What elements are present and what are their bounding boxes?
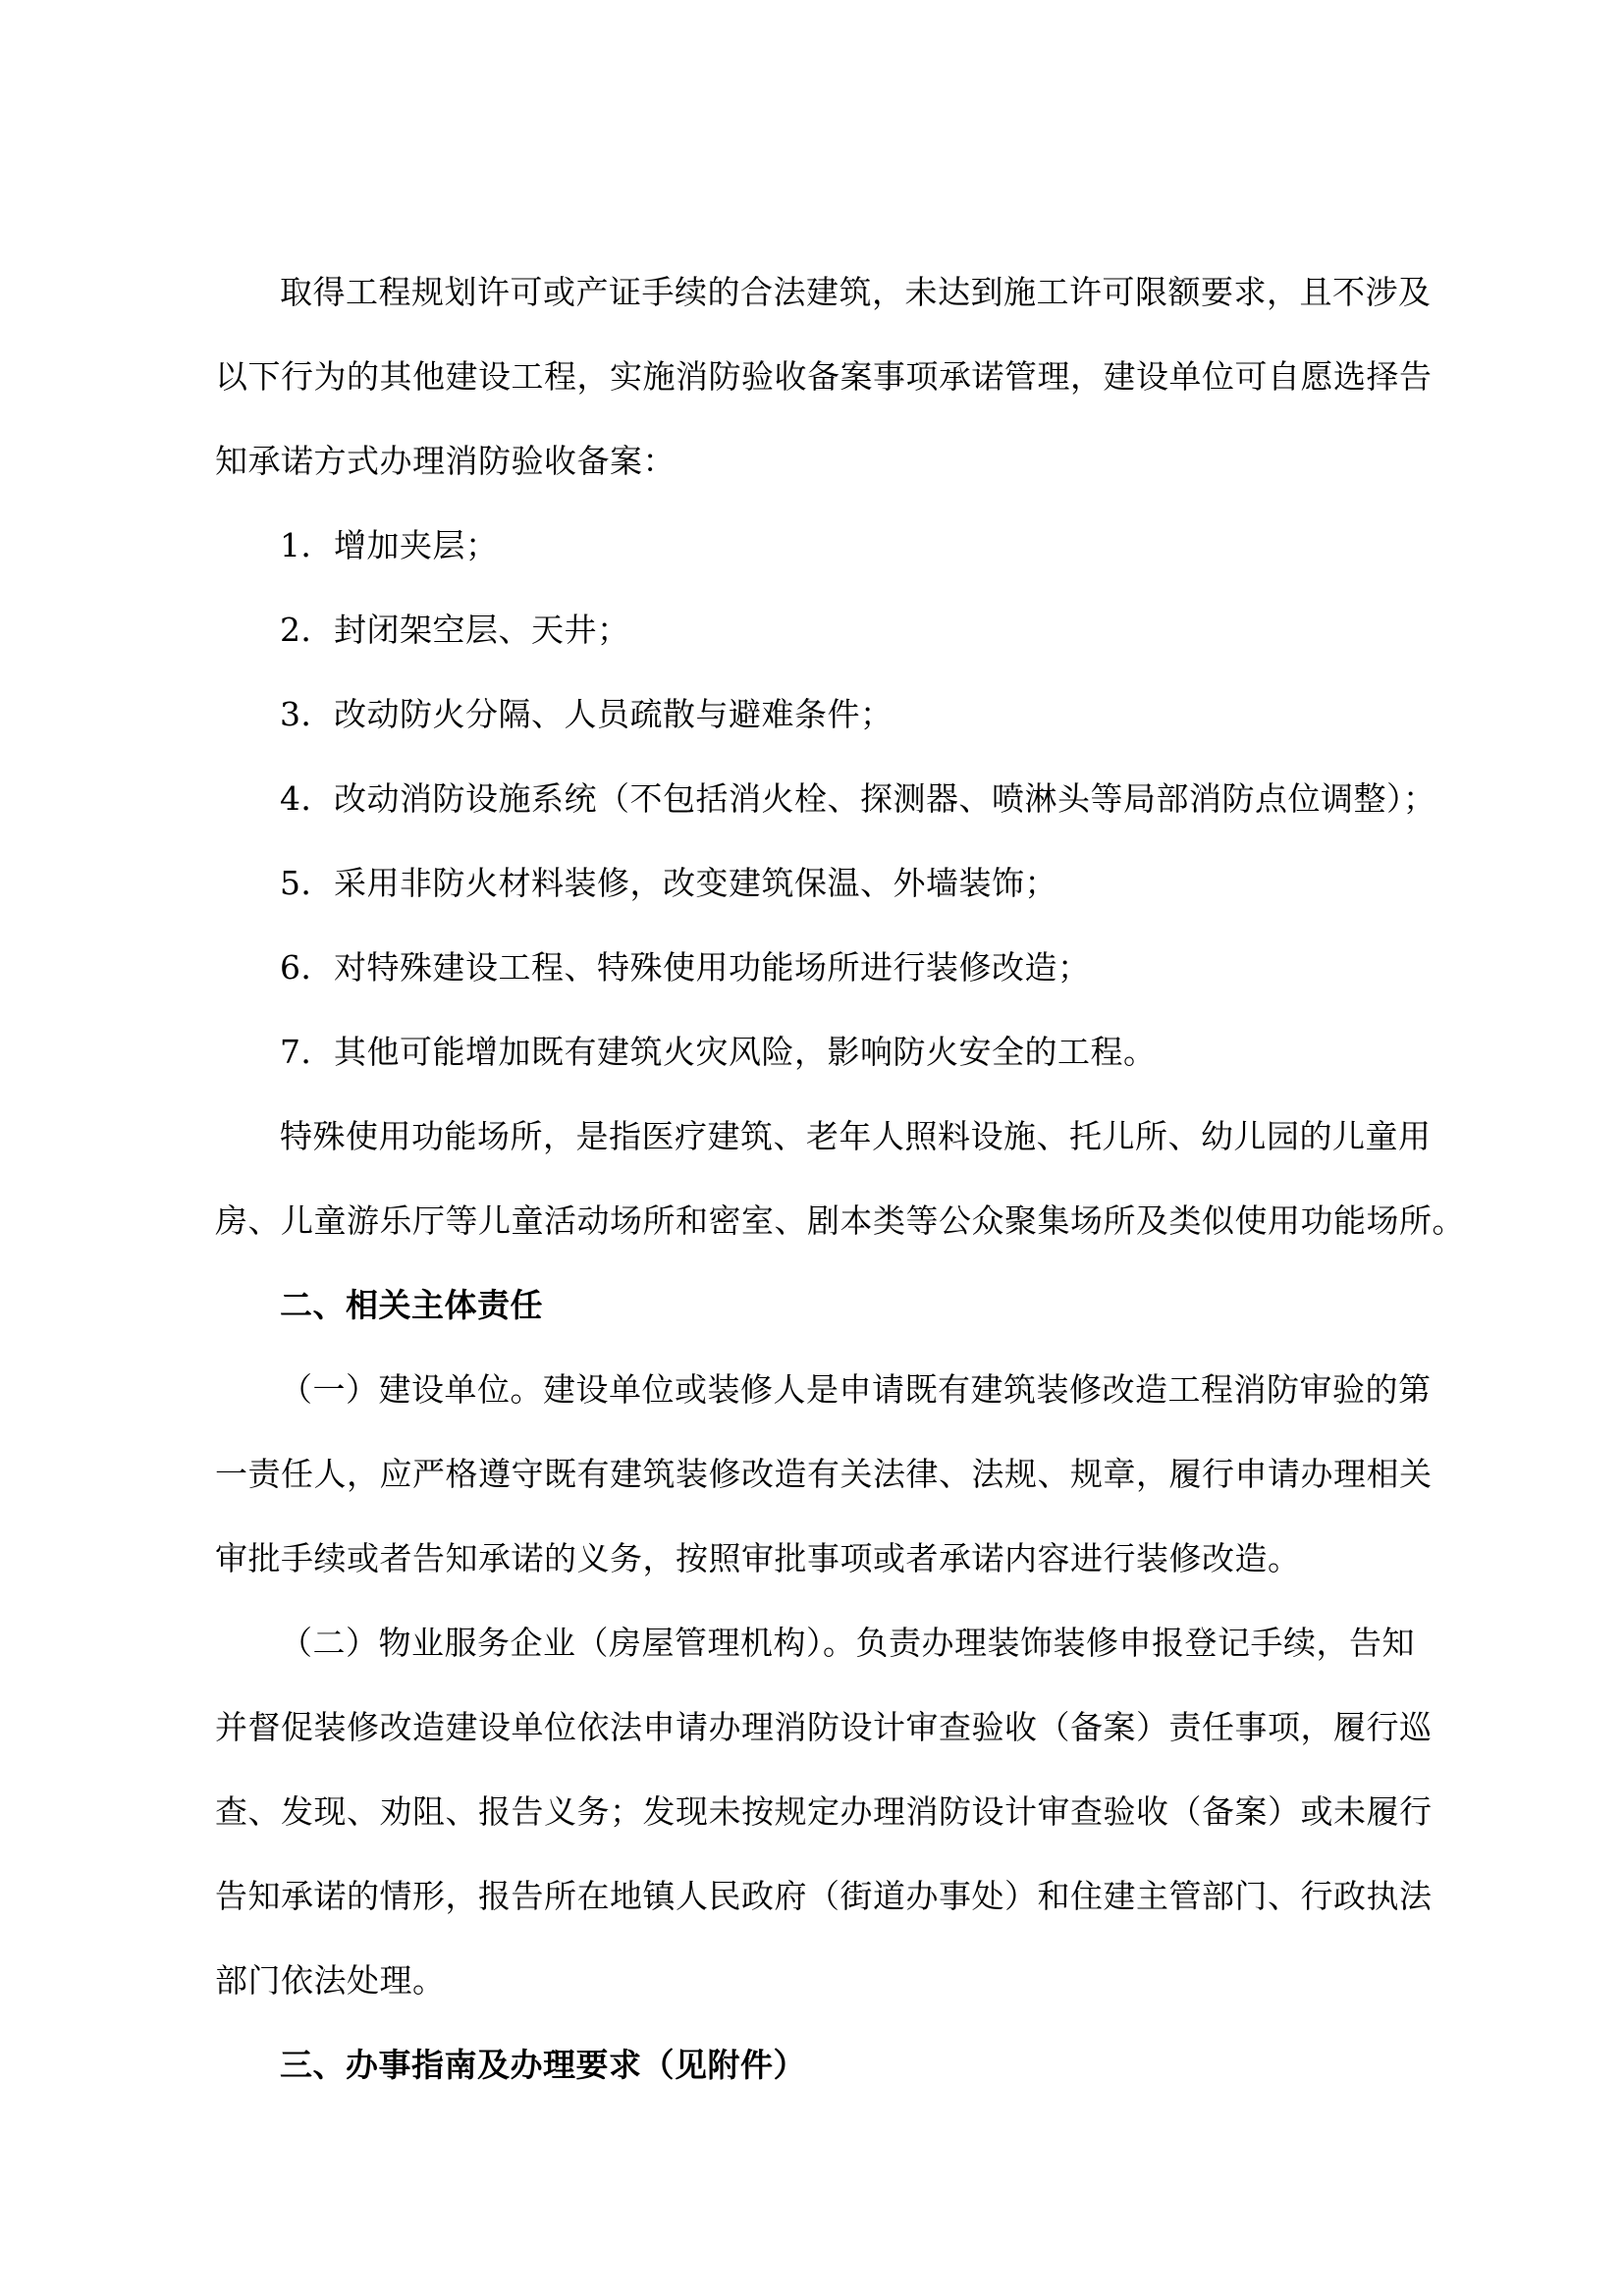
section-2-p2-line-5: 部门依法处理。 [215,1961,446,2000]
section-2-p2-line-3: 查、发现、劝阻、报告义务；发现未按规定办理消防设计审查验收（备案）或未履行 [215,1792,1433,1831]
list-item-6: 6．对特殊建设工程、特殊使用功能场所进行装修改造； [280,948,1091,987]
section-2-p2-line-2: 并督促装修改造建设单位依法申请办理消防设计审查验收（备案）责任事项，履行巡 [215,1708,1433,1746]
list-item-7: 7．其他可能增加既有建筑火灾风险，影响防火安全的工程。 [280,1033,1157,1071]
intro-line-3: 知承诺方式办理消防验收备案： [215,442,676,480]
section-2-heading: 二、相关主体责任 [280,1286,543,1324]
special-use-line-1: 特殊使用功能场所，是指医疗建筑、老年人照料设施、托儿所、幼儿园的儿童用 [280,1117,1432,1155]
list-item-1: 1．增加夹层； [280,526,499,564]
special-use-line-2: 房、儿童游乐厅等儿童活动场所和密室、剧本类等公众聚集场所及类似使用功能场所。 [215,1201,1465,1240]
list-item-5: 5．采用非防火材料装修，改变建筑保温、外墙装饰； [280,864,1057,902]
section-2-p1-line-3: 审批手续或者告知承诺的义务，按照审批事项或者承诺内容进行装修改造。 [215,1539,1301,1577]
section-3-heading: 三、办事指南及办理要求（见附件） [280,2046,806,2084]
section-2-p2-line-4: 告知承诺的情形，报告所在地镇人民政府（街道办事处）和住建主管部门、行政执法 [215,1877,1433,1915]
section-2-p2-line-1: （二）物业服务企业（房屋管理机构）。负责办理装饰装修申报登记手续，告知 [280,1624,1415,1662]
section-2-p1-line-2: 一责任人，应严格遵守既有建筑装修改造有关法律、法规、规章，履行申请办理相关 [215,1455,1433,1493]
list-item-4: 4．改动消防设施系统（不包括消火栓、探测器、喷淋头等局部消防点位调整）； [280,779,1436,818]
intro-line-1: 取得工程规划许可或产证手续的合法建筑，未达到施工许可限额要求，且不涉及 [280,273,1432,311]
list-item-2: 2．封闭架空层、天井； [280,611,630,649]
section-2-p1-line-1: （一）建设单位。建设单位或装修人是申请既有建筑装修改造工程消防审验的第 [280,1370,1432,1409]
intro-line-2: 以下行为的其他建设工程，实施消防验收备案事项承诺管理，建设单位可自愿选择告 [215,357,1433,396]
list-item-3: 3．改动防火分隔、人员疏散与避难条件； [280,695,893,733]
